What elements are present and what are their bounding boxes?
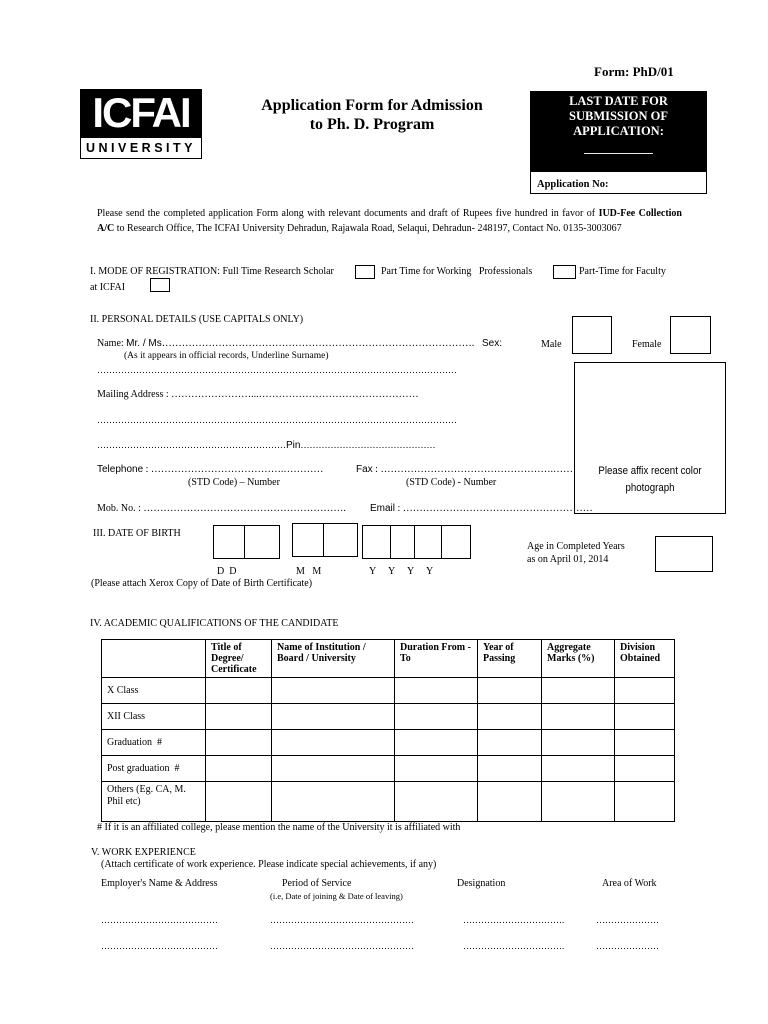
table-cell[interactable] bbox=[206, 704, 272, 730]
mailing-input-line-3[interactable]: ……………………………………………………… bbox=[97, 440, 286, 450]
table-row bbox=[102, 704, 675, 730]
table-cell[interactable] bbox=[615, 704, 675, 730]
form-title-line1: Application Form for Admission bbox=[261, 97, 483, 114]
table-cell[interactable] bbox=[206, 678, 272, 704]
work-subheading: (Attach certificate of work experience. Please indicate special achievements, if any) bbox=[101, 859, 437, 870]
work-row1-period[interactable]: ………………………………………… bbox=[270, 915, 414, 925]
work-row1-area[interactable]: ………………… bbox=[596, 915, 659, 925]
table-cell[interactable] bbox=[206, 730, 272, 756]
dob-m1-box[interactable] bbox=[292, 523, 324, 557]
dob-mm-label: M M bbox=[296, 566, 322, 577]
parttime-working-checkbox[interactable] bbox=[553, 265, 576, 279]
parttime-faculty-checkbox[interactable] bbox=[150, 278, 170, 292]
row-label-x-class: X Class bbox=[102, 678, 206, 704]
work-row2-period[interactable]: ………………………………………… bbox=[270, 941, 414, 951]
row-label-xii-class: XII Class bbox=[102, 704, 206, 730]
mailing-row bbox=[97, 389, 419, 400]
academic-header-duration: Duration From - To bbox=[395, 640, 478, 678]
email-input-line[interactable]: : ………………………………………………… bbox=[395, 503, 593, 514]
age-label-line1: Age in Completed Years bbox=[527, 541, 625, 552]
table-cell[interactable] bbox=[542, 704, 615, 730]
table-cell[interactable] bbox=[478, 678, 542, 704]
mode-heading: I. MODE OF REGISTRATION: Full Time Research Scholar bbox=[90, 266, 334, 277]
logo-black-block bbox=[80, 89, 202, 137]
last-date-box bbox=[530, 91, 707, 194]
sex-label: Sex: bbox=[482, 338, 503, 349]
table-cell[interactable] bbox=[478, 756, 542, 782]
pin-input-line[interactable]: ……………………………………… bbox=[300, 440, 436, 450]
dob-heading: III. DATE OF BIRTH bbox=[93, 528, 181, 539]
sex-label-text: Sex bbox=[482, 338, 500, 349]
table-cell[interactable] bbox=[615, 782, 675, 822]
table-cell[interactable] bbox=[478, 782, 542, 822]
table-cell[interactable] bbox=[395, 730, 478, 756]
form-title-line2: to Ph. D. Program bbox=[309, 116, 435, 133]
academic-heading: IV. ACADEMIC QUALIFICATIONS OF THE CANDIDATE bbox=[90, 618, 339, 629]
personal-heading: II. PERSONAL DETAILS (USE CAPITALS ONLY) bbox=[90, 314, 304, 325]
dob-y1-box[interactable] bbox=[362, 525, 391, 559]
academic-header-marks: Aggregate Marks (%) bbox=[542, 640, 615, 678]
work-col-employer: Employer's Name & Address bbox=[101, 878, 218, 889]
age-label bbox=[527, 540, 625, 566]
fax-row bbox=[356, 464, 573, 475]
logo-text-top: ICFAI bbox=[92, 89, 190, 136]
mob-row bbox=[97, 503, 346, 514]
intro-text-1: Please send the completed application Form along with relevant documents and draft of Rupees five hundred in favor of bbox=[97, 208, 599, 219]
telephone-input-line[interactable]: : ………………………………….………… bbox=[143, 464, 324, 475]
std-code-left: (STD Code) – Number bbox=[188, 477, 280, 488]
work-row2-area[interactable]: ………………… bbox=[596, 941, 659, 951]
table-cell[interactable] bbox=[615, 756, 675, 782]
work-col-period: Period of Service bbox=[282, 878, 352, 889]
photo-text-2: photograph bbox=[625, 482, 675, 494]
table-cell[interactable] bbox=[615, 678, 675, 704]
intro-account-name: IUD-Fee Collection A/C bbox=[97, 208, 682, 234]
mob-input-line[interactable]: : ……………………………………………………. bbox=[135, 503, 346, 514]
application-no-label: Application No: bbox=[537, 179, 609, 190]
form-code: Form: PhD/01 bbox=[594, 64, 674, 79]
email-label: Email bbox=[370, 503, 396, 514]
parttime-faculty-label: Part-Time for Faculty bbox=[579, 266, 666, 277]
table-cell[interactable] bbox=[206, 756, 272, 782]
dob-y3-box[interactable] bbox=[414, 525, 442, 559]
dob-yyyy-label: Y Y Y Y bbox=[369, 566, 434, 577]
table-row bbox=[102, 730, 675, 756]
table-cell[interactable] bbox=[272, 782, 395, 822]
male-label: Male bbox=[541, 339, 562, 350]
fulltime-checkbox[interactable] bbox=[355, 265, 375, 279]
row-label-post-graduation: Post graduation # bbox=[102, 756, 206, 782]
name-row bbox=[97, 338, 474, 349]
academic-header-institution: Name of Institution / Board / University bbox=[272, 640, 395, 678]
logo-text-bottom: UNIVERSITY bbox=[85, 141, 196, 155]
table-cell[interactable] bbox=[395, 756, 478, 782]
academic-table bbox=[101, 639, 675, 822]
parttime-faculty-label-cont: at ICFAI bbox=[90, 282, 126, 293]
age-input-box[interactable] bbox=[655, 536, 713, 572]
fax-label: Fax bbox=[356, 464, 373, 475]
table-cell[interactable] bbox=[542, 756, 615, 782]
work-col-designation: Designation bbox=[457, 878, 506, 889]
academic-header-year: Year of Passing bbox=[478, 640, 542, 678]
table-row bbox=[102, 782, 675, 822]
std-code-right: (STD Code) - Number bbox=[406, 477, 497, 488]
mailing-input-line[interactable]: ……………………...………………………………………… bbox=[171, 389, 419, 400]
dob-d1-box[interactable] bbox=[213, 525, 245, 559]
table-cell[interactable] bbox=[542, 730, 615, 756]
table-cell[interactable] bbox=[542, 678, 615, 704]
photo-box[interactable] bbox=[574, 362, 726, 514]
parttime-working-label: Part Time for Working Professionals bbox=[381, 266, 533, 277]
age-label-line2: as on April 01, 2014 bbox=[527, 554, 609, 565]
row-label-graduation: Graduation # bbox=[102, 730, 206, 756]
table-cell[interactable] bbox=[272, 678, 395, 704]
dob-dd-label: D D bbox=[217, 566, 237, 577]
table-row bbox=[102, 678, 675, 704]
name-input-line-2[interactable]: ………………………………………………………………………………………………………… bbox=[97, 365, 457, 375]
table-cell[interactable] bbox=[395, 782, 478, 822]
last-date-blank[interactable]: ___________ bbox=[584, 141, 653, 155]
table-row bbox=[102, 756, 675, 782]
dob-m2-box[interactable] bbox=[323, 523, 358, 557]
last-date-header bbox=[531, 92, 706, 172]
pin-row bbox=[97, 440, 435, 451]
female-checkbox[interactable] bbox=[670, 316, 711, 354]
work-row2-employer[interactable]: ………………………………… bbox=[101, 941, 218, 951]
logo-bottom-frame bbox=[80, 137, 202, 159]
telephone-label: Telephone bbox=[97, 464, 144, 475]
dob-d2-box[interactable] bbox=[244, 525, 280, 559]
dob-note: (Please attach Xerox Copy of Date of Birth Certificate) bbox=[91, 578, 313, 589]
photo-instructions bbox=[584, 463, 716, 497]
work-col-area: Area of Work bbox=[602, 878, 657, 889]
telephone-row bbox=[97, 464, 323, 475]
intro-paragraph bbox=[97, 206, 682, 236]
academic-footnote: # If it is an affiliated college, please mention the name of the University it is affiliated with bbox=[97, 822, 461, 833]
academic-header-division: Division Obtained bbox=[615, 640, 675, 678]
mailing-label: Mailing Address : bbox=[97, 389, 172, 400]
work-heading: V. WORK EXPERIENCE bbox=[91, 847, 196, 858]
table-cell[interactable] bbox=[272, 704, 395, 730]
academic-header-degree: Title of Degree/ Certificate bbox=[206, 640, 272, 678]
last-date-text bbox=[531, 94, 706, 156]
male-checkbox[interactable] bbox=[572, 316, 612, 354]
academic-header-row bbox=[102, 640, 675, 678]
dob-y4-box[interactable] bbox=[441, 525, 471, 559]
name-prefix: Mr. / Ms bbox=[126, 338, 162, 349]
female-label: Female bbox=[632, 339, 662, 350]
table-cell[interactable] bbox=[395, 678, 478, 704]
work-row1-employer[interactable]: ………………………………… bbox=[101, 915, 218, 925]
name-input-line[interactable]: …………………………………………………………………………………. bbox=[161, 338, 475, 349]
work-row2-designation[interactable]: ……………………………. bbox=[463, 941, 565, 951]
last-date-line3: APPLICATION: bbox=[573, 124, 664, 138]
table-cell[interactable] bbox=[478, 730, 542, 756]
name-hint: (As it appears in official records, Underline Surname) bbox=[124, 351, 329, 361]
name-label: Name: bbox=[97, 338, 127, 349]
table-cell[interactable] bbox=[272, 730, 395, 756]
mailing-input-line-2[interactable]: ………………………………………………………………………………………………………… bbox=[97, 415, 457, 425]
table-cell[interactable] bbox=[395, 704, 478, 730]
table-cell[interactable] bbox=[478, 704, 542, 730]
table-cell[interactable] bbox=[542, 782, 615, 822]
work-row1-designation[interactable]: ……………………………. bbox=[463, 915, 565, 925]
last-date-line2: SUBMISSION OF bbox=[569, 109, 668, 123]
table-cell[interactable] bbox=[615, 730, 675, 756]
intro-text-2: to Research Office, The ICFAI University Dehradun, Rajawala Road, Selaqui, Dehradun- 248197, Contact No. 0135-3003067 bbox=[114, 223, 622, 234]
pin-label: Pin bbox=[286, 440, 301, 451]
last-date-line1: LAST DATE FOR bbox=[569, 94, 668, 108]
table-cell[interactable] bbox=[272, 756, 395, 782]
row-label-others: Others (Eg. CA, M. Phil etc) bbox=[102, 782, 206, 822]
work-col-period-sub: (i.e, Date of joining & Date of leaving) bbox=[270, 891, 403, 901]
form-title bbox=[236, 96, 508, 134]
icfai-logo bbox=[80, 89, 202, 159]
photo-text-1: Please affix recent color bbox=[598, 465, 702, 477]
fax-input-line[interactable]: : …………………………………………….…… bbox=[372, 464, 573, 475]
email-row bbox=[370, 503, 593, 514]
dob-y2-box[interactable] bbox=[390, 525, 415, 559]
mob-label: Mob. No. bbox=[97, 503, 136, 514]
table-cell[interactable] bbox=[206, 782, 272, 822]
academic-header-blank bbox=[102, 640, 206, 678]
